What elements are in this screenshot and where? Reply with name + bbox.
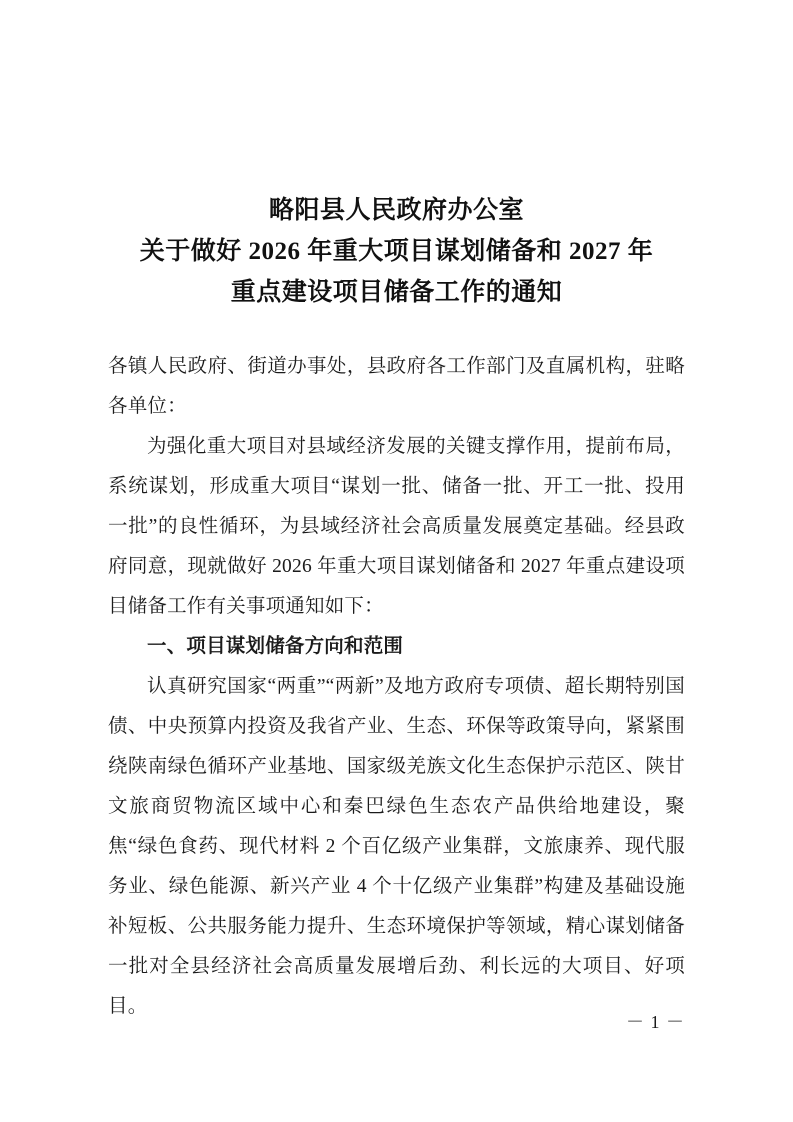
title-line-2: 关于做好 2026 年重大项目谋划储备和 2027 年 [139,238,654,265]
section-heading-1: 一、项目谋划储备方向和范围 [147,636,404,657]
intro-paragraph: 为强化重大项目对县域经济发展的关键支撑作用，提前布局，系统谋划，形成重大项目“谋划一批、储备一批、开工一批、投用一批”的良性循环，为县域经济社会高质量发展奠定基础。经县政府同意，现就做好 2026 年重大项目谋划储备和 2027 年重点建设项目储备工作有关事项通知如下： [108,436,685,617]
page-number: － 1 － [626,1012,685,1032]
title-line-3: 重点建设项目储备工作的通知 [230,279,563,306]
document-body [108,347,685,1027]
section-paragraph-1: 认真研究国家“两重”“两新”及地方政府专项债、超长期特别国债、中央预算内投资及我省产业、生态、环保等政策导向，紧紧围绕陕南绿色循环产业基地、国家级羌族文化生态保护示范区、陕甘文旅商贸物流区域中心和秦巴绿色生态农产品供给地建设，聚焦“绿色食药、现代材料 2 个百亿级产业集群，文旅康养、现代服务业、绿色能源、新兴产业 4 个十亿级产业集群”构建及基础设施补短板、公共服务能力提升、生态环境保护等领域，精心谋划储备一批对全县经济社会高质量发展增后劲、利长远的大项目、好项目。 [108,676,685,1017]
title-line-1: 略阳县人民政府办公室 [268,197,524,224]
page-title [108,190,685,313]
recipient-line: 各镇人民政府、街道办事处，县政府各工作部门及直属机构，驻略各单位： [108,356,685,417]
